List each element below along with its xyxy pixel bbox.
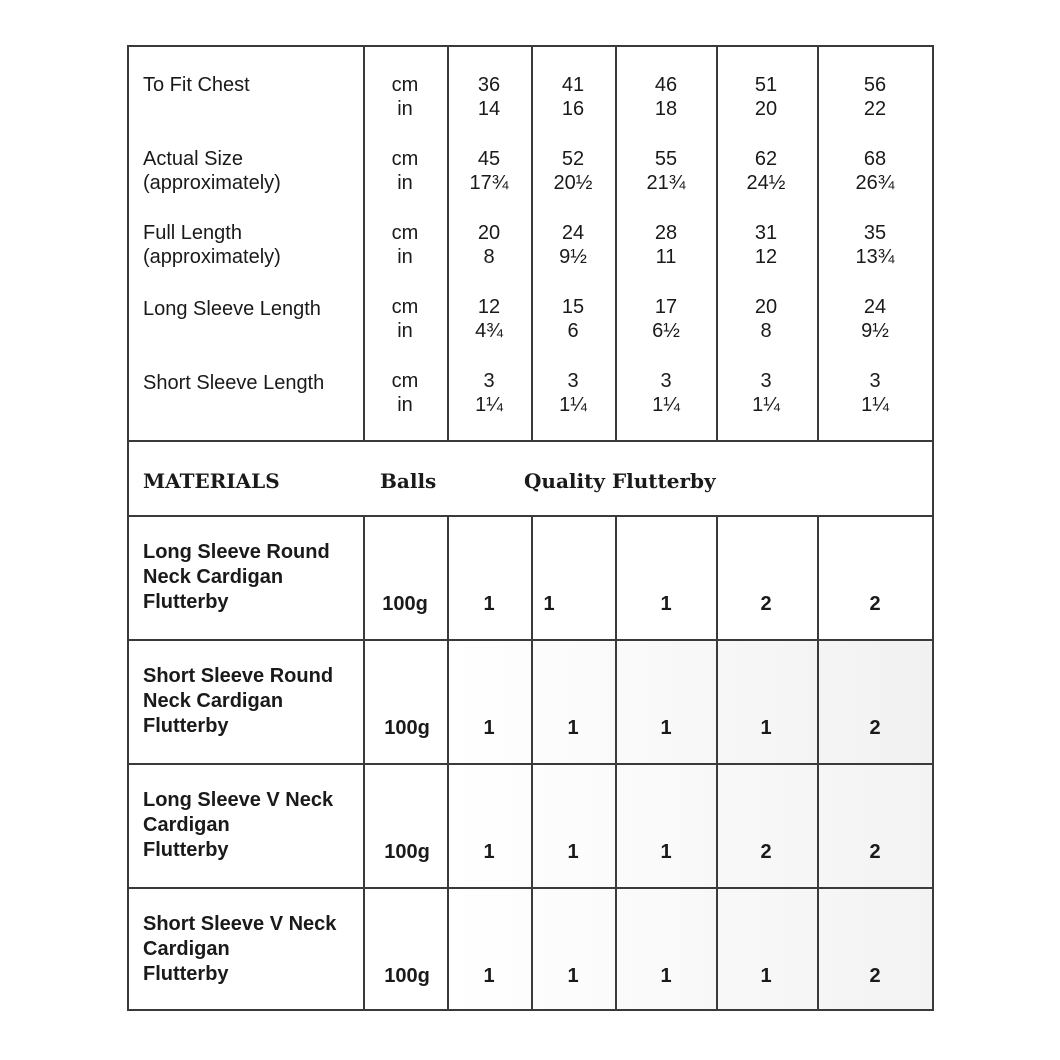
unit-label: cm in — [391, 296, 419, 342]
size-value: 41 16 — [561, 74, 585, 120]
measurement-label: Full Length (approximately) — [143, 222, 281, 268]
size-value: 20 8 — [477, 222, 501, 268]
yarn-weight: 100g — [384, 841, 430, 863]
column-divider — [817, 516, 819, 1011]
column-divider — [817, 47, 819, 441]
size-value: 68 26¾ — [855, 148, 895, 194]
ball-count: 2 — [869, 965, 881, 987]
materials-heading: MATERIALS — [143, 469, 280, 493]
ball-count: 1 — [483, 841, 495, 863]
ball-count: 1 — [660, 965, 672, 987]
size-value: 51 20 — [754, 74, 778, 120]
yarn-weight: 100g — [382, 593, 428, 615]
balls-heading: Balls — [380, 469, 437, 493]
size-value: 35 13¾ — [855, 222, 895, 268]
size-value: 46 18 — [654, 74, 678, 120]
size-value: 3 1¼ — [752, 370, 780, 416]
measurement-label: Actual Size (approximately) — [143, 148, 281, 194]
ball-count: 1 — [760, 965, 772, 987]
size-value: 62 24½ — [746, 148, 786, 194]
size-value: 36 14 — [477, 74, 501, 120]
column-divider — [615, 47, 617, 441]
size-value: 3 1¼ — [652, 370, 680, 416]
size-value: 24 9½ — [861, 296, 889, 342]
unit-label: cm in — [391, 370, 419, 416]
ball-count: 1 — [483, 593, 495, 615]
size-value: 3 1¼ — [559, 370, 587, 416]
yarn-weight: 100g — [384, 965, 430, 987]
ball-count: 1 — [567, 965, 579, 987]
column-divider — [363, 516, 365, 1011]
quality-heading: Quality Flutterby — [524, 469, 716, 493]
unit-label: cm in — [391, 222, 419, 268]
size-value: 3 1¼ — [475, 370, 503, 416]
ball-count: 1 — [660, 841, 672, 863]
unit-label: cm in — [391, 74, 419, 120]
ball-count: 1 — [483, 717, 495, 739]
size-value: 15 6 — [561, 296, 585, 342]
ball-count: 2 — [760, 593, 772, 615]
size-value: 56 22 — [863, 74, 887, 120]
ball-count: 1 — [567, 717, 579, 739]
garment-label: Short Sleeve V Neck Cardigan Flutterby — [143, 913, 337, 985]
column-divider — [716, 516, 718, 1011]
column-divider — [615, 516, 617, 1011]
column-divider — [447, 516, 449, 1011]
size-value: 17 6½ — [652, 296, 680, 342]
ball-count: 2 — [760, 841, 772, 863]
yarn-weight: 100g — [384, 717, 430, 739]
size-value: 52 20½ — [553, 148, 593, 194]
ball-count: 2 — [869, 593, 881, 615]
size-value: 3 1¼ — [861, 370, 889, 416]
size-value: 55 21¾ — [646, 148, 686, 194]
garment-label: Long Sleeve Round Neck Cardigan Flutterby — [143, 541, 330, 613]
garment-label: Short Sleeve Round Neck Cardigan Flutterby — [143, 665, 334, 737]
size-chart-table — [127, 45, 934, 1011]
size-value: 31 12 — [754, 222, 778, 268]
unit-label: cm in — [391, 148, 419, 194]
size-value: 24 9½ — [559, 222, 587, 268]
ball-count: 2 — [869, 841, 881, 863]
ball-count: 1 — [483, 965, 495, 987]
size-value: 20 8 — [754, 296, 778, 342]
size-value: 12 4¾ — [475, 296, 503, 342]
size-value: 28 11 — [654, 222, 678, 268]
ball-count: 1 — [660, 593, 672, 615]
ball-count: 1 — [760, 717, 772, 739]
measurement-label: Short Sleeve Length — [143, 372, 325, 394]
ball-count: 1 — [660, 717, 672, 739]
ball-count: 1 — [543, 593, 555, 615]
measurement-label: Long Sleeve Length — [143, 298, 321, 320]
ball-count: 2 — [869, 717, 881, 739]
ball-count: 1 — [567, 841, 579, 863]
measurement-label: To Fit Chest — [143, 74, 250, 96]
column-divider — [531, 516, 533, 1011]
column-divider — [716, 47, 718, 441]
size-value: 45 17¾ — [469, 148, 509, 194]
garment-label: Long Sleeve V Neck Cardigan Flutterby — [143, 789, 334, 861]
